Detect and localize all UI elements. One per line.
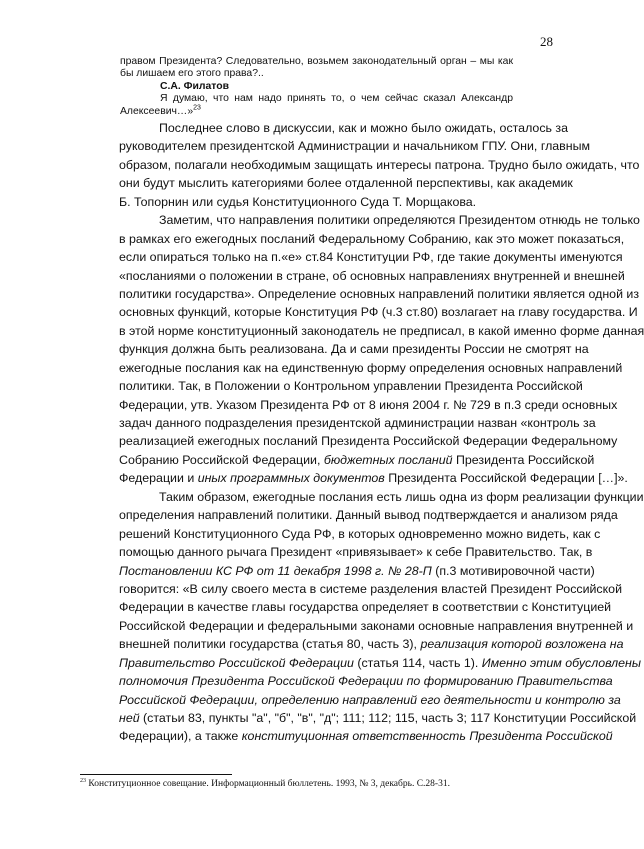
body-line <box>119 654 641 672</box>
page-number: 28 <box>540 34 553 49</box>
body-line <box>119 230 625 248</box>
italic-text: полномочия Президента Российской Федерации по формированию Правительства <box>119 674 613 689</box>
text-segment: внешней политики государства (статья 80, часть 3), <box>119 637 421 652</box>
footnote-text: Конституционное совещание. Информационный бюллетень. 1993, № 3, декабрь. С.28-31. <box>88 779 450 789</box>
text-segment: Федерации и <box>119 471 198 486</box>
text-segment: С.А. Филатов <box>160 80 229 92</box>
body-line <box>119 432 618 450</box>
text-segment: Российской Федерации и федеральными законами основные направления внутренней и <box>119 618 634 633</box>
body-line <box>119 137 591 155</box>
quote-line <box>120 106 513 118</box>
body-line <box>119 672 613 690</box>
text-segment: бы лишаем его этого права?.. <box>120 68 264 80</box>
text-segment: они будут мыслить категориями более отдаленной перспективы, как академик <box>119 176 573 191</box>
body-line <box>119 580 622 598</box>
text-segment: правом Президента? Следовательно, возьмем законодательный орган – мы как <box>120 56 513 67</box>
quote-line <box>120 68 513 80</box>
text-segment: (статьи 83, пункты "а", "б", "в", "д"; 111; 112; 115, часть 3; 117 Конституции Российской <box>139 711 637 725</box>
text-segment: образом, полагали необходимым защищать интересы патрона. Трудно было ожидать, что <box>119 157 640 172</box>
italic-text: ней <box>119 711 140 725</box>
body-line <box>119 359 623 377</box>
text-segment: Федерации, утв. Указом Президента РФ от 8 июня 2004 г. № 729 в п.3 среди основных <box>119 397 618 412</box>
quote-line <box>120 56 513 68</box>
text-segment: Я думаю, что нам надо принять то, о чем сейчас сказал Александр <box>160 93 513 105</box>
text-segment: функция должна быть реализована. Да и сами президенты России не смотрят на <box>119 342 589 357</box>
text-segment: политики государства». Определение основных направлений политики является одной из <box>119 286 640 301</box>
text-segment: «посланиями о положении в стране, об основных направлениях внутренней и внешней <box>119 268 625 283</box>
body-line <box>119 562 595 580</box>
text-segment: Последнее слово в дискуссии, как и можно было ожидать, осталось за <box>159 121 568 135</box>
text-segment: Заметим, что направления политики определяются Президентом отнюдь не только <box>159 213 640 228</box>
text-segment: в этой норме конституционный законодатель не предписал, в какой именно форме данная <box>119 323 644 338</box>
body-line <box>119 727 613 745</box>
body-line <box>119 451 595 469</box>
body-line <box>119 248 623 266</box>
quote-line <box>120 93 513 105</box>
text-segment: Президента Российской Федерации […]». <box>384 471 628 486</box>
text-segment: ежегодные послания как на единственную форму определения основных направлений <box>119 360 623 375</box>
body-line <box>119 156 640 174</box>
body-line <box>119 396 618 414</box>
quote-line <box>120 81 513 93</box>
footnote <box>80 779 450 789</box>
body-line <box>119 340 589 358</box>
body-line <box>119 303 638 321</box>
body-line <box>119 414 596 432</box>
text-segment: задач данного подразделения президентской администрации назван «контроль за <box>119 416 596 430</box>
italic-text: реализация которой возложена на <box>420 637 624 652</box>
text-segment: Алексеевич…» <box>120 105 194 117</box>
text-segment: Президента Российской <box>452 452 595 467</box>
body-text <box>119 119 644 746</box>
body-line <box>119 285 640 303</box>
body-line <box>119 193 560 211</box>
body-line <box>119 598 612 616</box>
italic-text: иных программных документов <box>197 471 385 486</box>
text-segment: Собранию Российской Федерации, <box>119 452 324 467</box>
text-segment: определения направлений политики. Данный вывод подтверждается и анализом ряда <box>119 508 618 523</box>
body-line <box>119 617 634 635</box>
footnote-divider <box>80 774 232 775</box>
text-segment: говорится: «В силу своего места в системе разделения властей Президент Российской <box>119 581 622 596</box>
text-segment: основных функций, которые Конституция РФ (ч.3 ст.80) возлагает на главу государства. И <box>119 305 638 320</box>
body-line <box>119 469 628 487</box>
text-segment: решений Конституционного Суда РФ, в которых одновременно можно видеть, как с <box>119 526 601 541</box>
italic-text: Правительство Российской Федерации <box>119 655 354 670</box>
body-line <box>119 635 624 653</box>
body-line <box>119 211 640 229</box>
body-line <box>119 267 625 285</box>
body-line <box>119 377 583 395</box>
footnote-number: 23 <box>80 777 86 784</box>
text-segment: (п.3 мотивировочной части) <box>431 563 595 578</box>
quotation-block <box>120 56 513 118</box>
text-segment: Б. Топорнин или судья Конституционного Суда Т. Морщакова. <box>119 194 477 209</box>
italic-text: Постановлении КС РФ от 11 декабря 1998 г. № 28-П <box>119 563 432 578</box>
body-line <box>119 525 601 543</box>
italic-text: Именно этим обусловлены <box>481 655 641 670</box>
italic-text: Российской Федерации, определению направлений его деятельности и контролю за <box>119 692 621 707</box>
italic-text: конституционная ответственность Президента Российской <box>241 729 613 744</box>
body-line <box>119 709 637 727</box>
body-line <box>119 691 621 709</box>
text-segment: Таким образом, ежегодные послания есть лишь одна из форм реализации функции <box>159 489 644 504</box>
body-line <box>119 488 644 506</box>
text-segment: в рамках его ежегодных посланий Федеральному Собранию, как это может показаться, <box>119 231 625 246</box>
text-segment: если опираться только на п.«е» ст.84 Конституции РФ, где такие документы именуются <box>119 250 623 265</box>
body-line <box>119 543 593 561</box>
footnote-reference: 23 <box>193 104 201 112</box>
text-segment: политики. Так, в Положении о Контрольном управлении Президента Российской <box>119 379 583 394</box>
italic-text: бюджетных посланий <box>323 452 453 467</box>
text-segment: реализацией ежегодных посланий Президента Российской Федерации Федеральному <box>119 434 618 449</box>
text-segment: (статья 114, часть 1). <box>353 655 482 670</box>
body-line <box>119 174 573 192</box>
body-line <box>119 119 568 137</box>
body-line <box>119 322 644 340</box>
text-segment: помощью данного рычага Президент «привязывает» к себе Правительство. Так, в <box>119 545 593 560</box>
text-segment: руководителем президентской Администрации и начальником ГПУ. Они, главным <box>119 139 591 154</box>
body-line <box>119 506 618 524</box>
text-segment: Федерации в качестве главы государства определяет в соответствии с Конституцией <box>119 600 612 615</box>
text-segment: Федерации), а также <box>119 729 242 744</box>
